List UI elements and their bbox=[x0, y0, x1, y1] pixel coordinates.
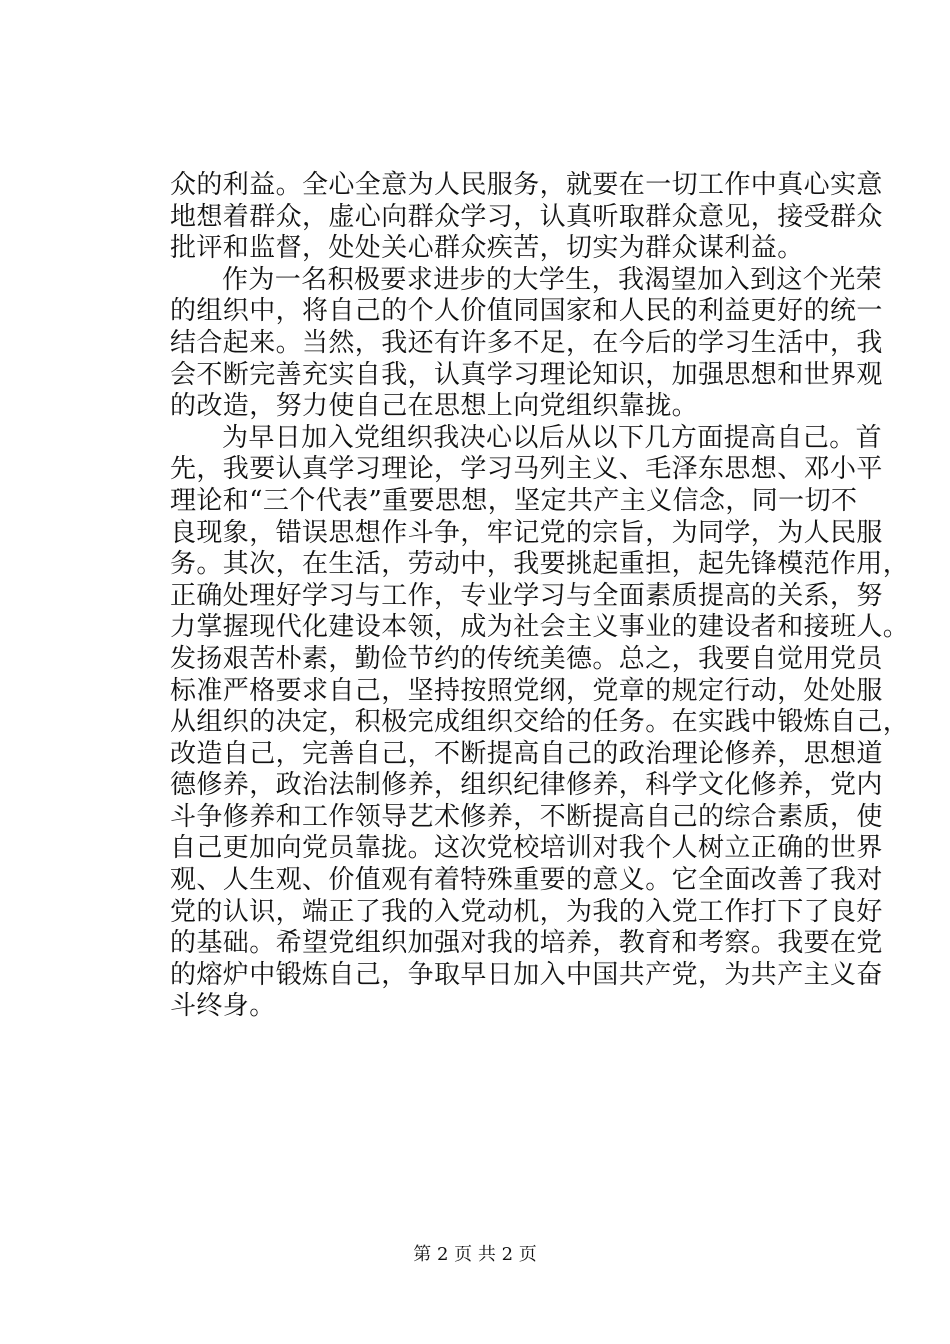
text-line: 作为一名积极要求进步的大学生，我渴望加入到这个光荣 bbox=[222, 264, 883, 295]
text-line: 的熔炉中锻炼自己，争取早日加入中国共产党，为共产主义奋 bbox=[170, 959, 883, 990]
text-line: 的组织中，将自己的个人价值同国家和人民的利益更好的统一 bbox=[170, 296, 883, 327]
text-line: 会不断完善充实自我，认真学习理论知识，加强思想和世界观 bbox=[170, 359, 883, 390]
text-line: 地想着群众，虚心向群众学习，认真听取群众意见，接受群众 bbox=[170, 201, 883, 232]
text-line: 斗争修养和工作领导艺术修养，不断提高自己的综合素质，使 bbox=[170, 801, 883, 832]
text-line: 党的认识，端正了我的入党动机，为我的入党工作打下了良好 bbox=[170, 896, 883, 927]
text-line: 的改造，努力使自己在思想上向党组织靠拢。 bbox=[170, 391, 699, 422]
text-line: 众的利益。全心全意为人民服务，就要在一切工作中真心实意 bbox=[170, 170, 883, 200]
paragraph bbox=[170, 170, 883, 265]
text-line: 观、人生观、价值观有着特殊重要的意义。它全面改善了我对 bbox=[170, 865, 883, 896]
page-number-footer: 第 2 页 共 2 页 bbox=[413, 1244, 537, 1265]
text-line: 理论和“三个代表”重要思想，坚定共产主义信念，同一切不 bbox=[170, 485, 858, 516]
paragraph bbox=[170, 422, 910, 1023]
text-line: 力掌握现代化建设本领，成为社会主义事业的建设者和接班人。 bbox=[170, 612, 910, 643]
text-line: 发扬艰苦朴素，勤俭节约的传统美德。总之，我要自觉用党员 bbox=[170, 643, 883, 674]
text-line: 正确处理好学习与工作，专业学习与全面素质提高的关系，努 bbox=[170, 580, 883, 611]
text-line: 德修养，政治法制修养，组织纪律修养，科学文化修养，党内 bbox=[170, 770, 883, 801]
text-line: 批评和监督，处处关心群众疾苦，切实为群众谋利益。 bbox=[170, 233, 804, 264]
text-line: 为早日加入党组织我决心以后从以下几方面提高自己。首 bbox=[222, 422, 883, 453]
text-line: 从组织的决定，积极完成组织交给的任务。在实践中锻炼自己， bbox=[170, 707, 910, 738]
text-line: 标准严格要求自己，坚持按照党纲，党章的规定行动，处处服 bbox=[170, 675, 883, 706]
text-line: 务。其次，在生活，劳动中，我要挑起重担，起先锋模范作用， bbox=[170, 549, 910, 580]
text-line: 改造自己，完善自己，不断提高自己的政治理论修养，思想道 bbox=[170, 738, 883, 769]
document-body bbox=[170, 170, 910, 1023]
text-line: 良现象，错误思想作斗争，牢记党的宗旨，为同学，为人民服 bbox=[170, 517, 883, 548]
text-line: 先，我要认真学习理论，学习马列主义、毛泽东思想、邓小平 bbox=[170, 454, 883, 485]
text-line: 的基础。希望党组织加强对我的培养，教育和考察。我要在党 bbox=[170, 928, 883, 959]
text-line: 斗终身。 bbox=[170, 991, 276, 1022]
text-line: 结合起来。当然，我还有许多不足，在今后的学习生活中，我 bbox=[170, 327, 883, 358]
paragraph bbox=[170, 264, 883, 423]
text-line: 自己更加向党员靠拢。这次党校培训对我个人树立正确的世界 bbox=[170, 833, 883, 864]
